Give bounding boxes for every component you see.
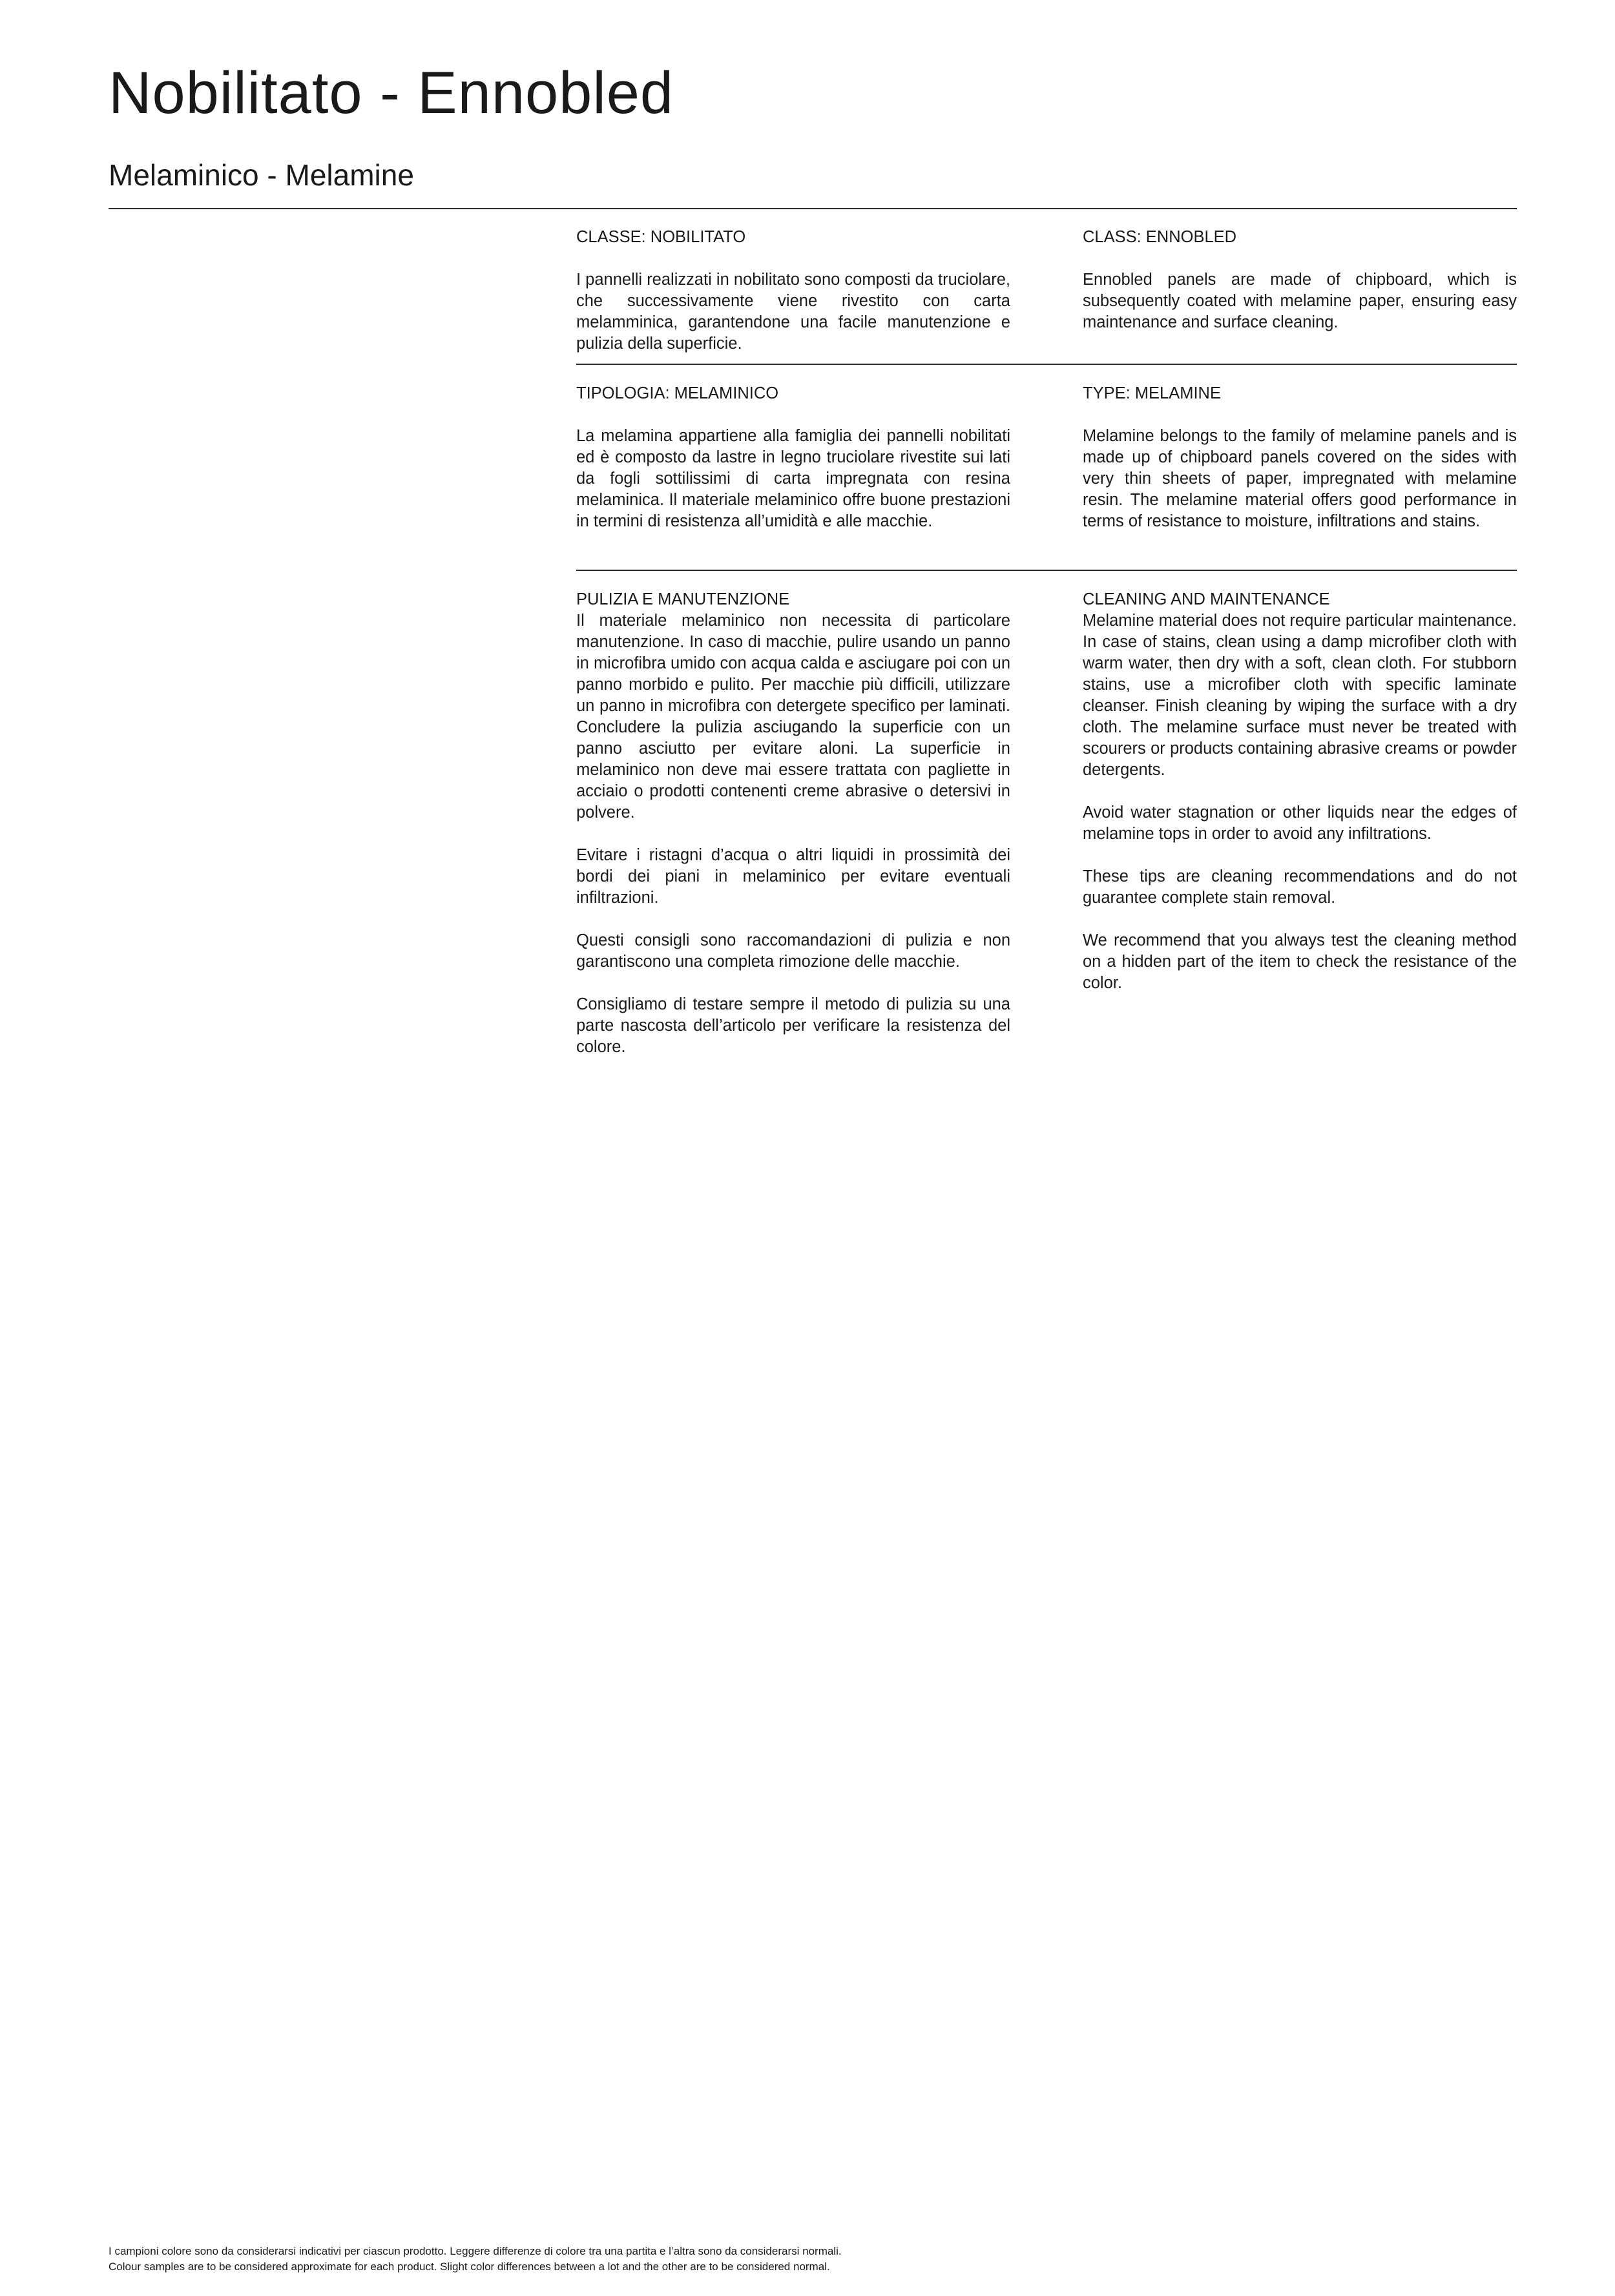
section-divider: [576, 570, 1517, 571]
section-paragraph: La melamina appartiene alla famiglia dei pannelli nobilitati ed è composto da lastre in legno truciolare rivestite sui lati da fogli sottilissimi di carta impregnata con resina melaminica. Il materiale melaminico offre buone prestazioni in termini di resistenza all’umidità e alle macchie.: [576, 427, 1010, 530]
section-paragraph: Consigliamo di testare sempre il metodo di pulizia su una parte nascosta dell’articolo per verificare la resistenza del colore.: [576, 995, 1010, 1056]
section-heading: CLASS: ENNOBLED: [1083, 228, 1237, 246]
section-paragraph: Melamine material does not require particular maintenance. In case of stains, clean using a damp microfiber cloth with warm water, then dry with a soft, clean cloth. For stubborn stains, use a microfiber cloth with specific laminate cleanser. Finish cleaning by wiping the surface with a dry cloth. The melamine surface must never be treated with scourers or products containing abrasive creams or powder detergents.: [1083, 612, 1517, 779]
section-cleaning-en: [1083, 589, 1517, 994]
section-paragraph: Questi consigli sono raccomandazioni di pulizia e non garantiscono una completa rimozione delle macchie.: [576, 931, 1010, 971]
footer-line-it: I campioni colore sono da considerarsi indicativi per ciascun prodotto. Leggere differenze di colore tra una partita e l’altra sono da considerarsi normali.: [109, 2245, 842, 2257]
section-paragraph: Melamine belongs to the family of melamine panels and is made up of chipboard panels covered on the sides with very thin sheets of paper, impregnated with melamine resin. The melamine material offers good performance in terms of resistance to moisture, infiltrations and stains.: [1083, 427, 1517, 530]
section-paragraph: Evitare i ristagni d’acqua o altri liquidi in prossimità dei bordi dei piani in melaminico per evitare eventuali infiltrazioni.: [576, 846, 1010, 907]
page-title: Nobilitato - Ennobled: [109, 60, 674, 126]
page-subtitle: Melaminico - Melamine: [109, 158, 414, 192]
section-type-it: [576, 383, 1010, 532]
section-type-en: [1083, 383, 1517, 532]
section-heading: CLEANING AND MAINTENANCE: [1083, 590, 1330, 608]
section-paragraph: I pannelli realizzati in nobilitato sono composti da truciolare, che successivamente viene rivestito con carta melamminica, garantendone una facile manutenzione e pulizia della superficie.: [576, 271, 1010, 353]
section-cleaning-it: [576, 589, 1010, 1058]
section-heading: TIPOLOGIA: MELAMINICO: [576, 384, 779, 402]
section-class-it: [576, 227, 1010, 355]
section-divider: [576, 364, 1517, 365]
section-class-en: [1083, 227, 1517, 333]
section-heading: PULIZIA E MANUTENZIONE: [576, 590, 790, 608]
section-paragraph: We recommend that you always test the cleaning method on a hidden part of the item to check the resistance of the color.: [1083, 931, 1517, 992]
footer-disclaimer: [109, 2244, 842, 2275]
section-paragraph: Avoid water stagnation or other liquids near the edges of melamine tops in order to avoid any infiltrations.: [1083, 803, 1517, 843]
footer-line-en: Colour samples are to be considered approximate for each product. Slight color differences between a lot and the other are to be considered normal.: [109, 2260, 830, 2273]
header-divider: [109, 208, 1517, 209]
section-paragraph: Il materiale melaminico non necessita di particolare manutenzione. In caso di macchie, pulire usando un panno in microfibra umido con acqua calda e asciugare poi con un panno morbido e pulito. Per macchie più difficili, utilizzare un panno in microfibra con detergete specifico per laminati. Concludere la pulizia asciugando la superficie con un panno asciutto per evitare aloni. La superficie in melaminico non deve mai essere trattata con pagliette in acciaio o prodotti contenenti creme abrasive o detersivi in polvere.: [576, 612, 1010, 822]
section-paragraph: Ennobled panels are made of chipboard, which is subsequently coated with melamine paper, ensuring easy maintenance and surface cleaning.: [1083, 271, 1517, 331]
section-paragraph: These tips are cleaning recommendations and do not guarantee complete stain removal.: [1083, 867, 1517, 907]
section-heading: CLASSE: NOBILITATO: [576, 228, 746, 246]
section-heading: TYPE: MELAMINE: [1083, 384, 1221, 402]
